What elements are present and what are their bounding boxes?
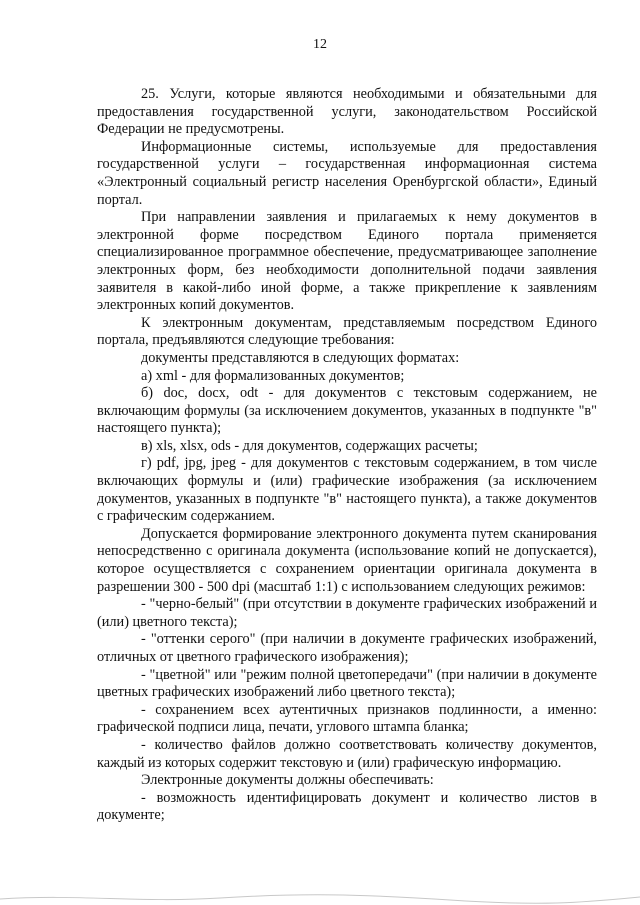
paragraph-formats-intro: документы представляются в следующих форматах:: [141, 349, 460, 366]
paragraph-information-systems: Информационные системы, используемые для предоставления государственной услуги – государственная информационная система «Электронный социальный регистр населения Оренбургской области», Единый портал.: [97, 138, 597, 208]
paragraph-format-xls: в) xls, xlsx, ods - для документов, содержащих расчеты;: [141, 437, 478, 454]
page-number: 12: [313, 37, 327, 52]
document-body: [97, 86, 597, 825]
paragraph-scanning: Допускается формирование электронного документа путем сканирования непосредственно с оригинала документа (использование копий не допускается), которое осуществляется с сохранением ориентации оригинала документа в разрешении 300 - 500 dpi (масштаб 1:1) с использованием следующих режимов:: [97, 525, 597, 595]
paragraph-file-count: - количество файлов должно соответствовать количеству документов, каждый из которых содержит текстовую и (или) графическую информацию.: [97, 736, 597, 771]
paragraph-mode-color: - "цветной" или "режим полной цветопередачи" (при наличии в документе цветных графических изображений либо цветного текста);: [97, 666, 597, 701]
paragraph-identify-document: - возможность идентифицировать документ и количество листов в документе;: [97, 789, 597, 824]
paragraph-services-not-required: 25. Услуги, которые являются необходимыми и обязательными для предоставления государственной услуги, законодательством Российской Федерации не предусмотрены.: [97, 86, 597, 138]
paragraph-mode-bw: - "черно-белый" (при отсутствии в документе графических изображений и (или) цветного текста);: [97, 596, 597, 630]
paragraph-authenticity: - сохранением всех аутентичных признаков подлинности, а именно: графической подписи лица, печати, углового штампа бланка;: [97, 701, 597, 736]
paragraph-electronic-requirements: К электронным документам, представляемым посредством Единого портала, предъявляются следующие требования:: [97, 314, 597, 349]
scan-edge-mark: [0, 892, 640, 905]
paragraph-electronic-must: Электронные документы должны обеспечивать:: [141, 772, 434, 789]
paragraph-format-pdf: г) pdf, jpg, jpeg - для документов с текстовым содержанием, в том числе включающих формулы и (или) графические изображения (за исключением документов, указанных в подпункте "в" настоящего пункта), а также документов с графическим содержанием.: [97, 455, 597, 525]
paragraph-electronic-submission: При направлении заявления и прилагаемых к нему документов в электронной форме посредством Единого портала применяется специализированное программное обеспечение, предусматривающее заполнение электронных форм, без необходимости дополнительной подачи заявления заявителя в какой-либо иной форме, а также прикрепление к заявлениям электронных копий документов.: [97, 209, 597, 314]
paragraph-format-xml: а) xml - для формализованных документов;: [141, 367, 405, 384]
paragraph-format-doc: б) doc, docx, odt - для документов с текстовым содержанием, не включающим формулы (за исключением документов, указанных в подпункте "в" настоящего пункта);: [97, 385, 597, 437]
paragraph-mode-grayscale: - "оттенки серого" (при наличии в документе графических изображений, отличных от цветного графического изображения);: [97, 631, 597, 665]
